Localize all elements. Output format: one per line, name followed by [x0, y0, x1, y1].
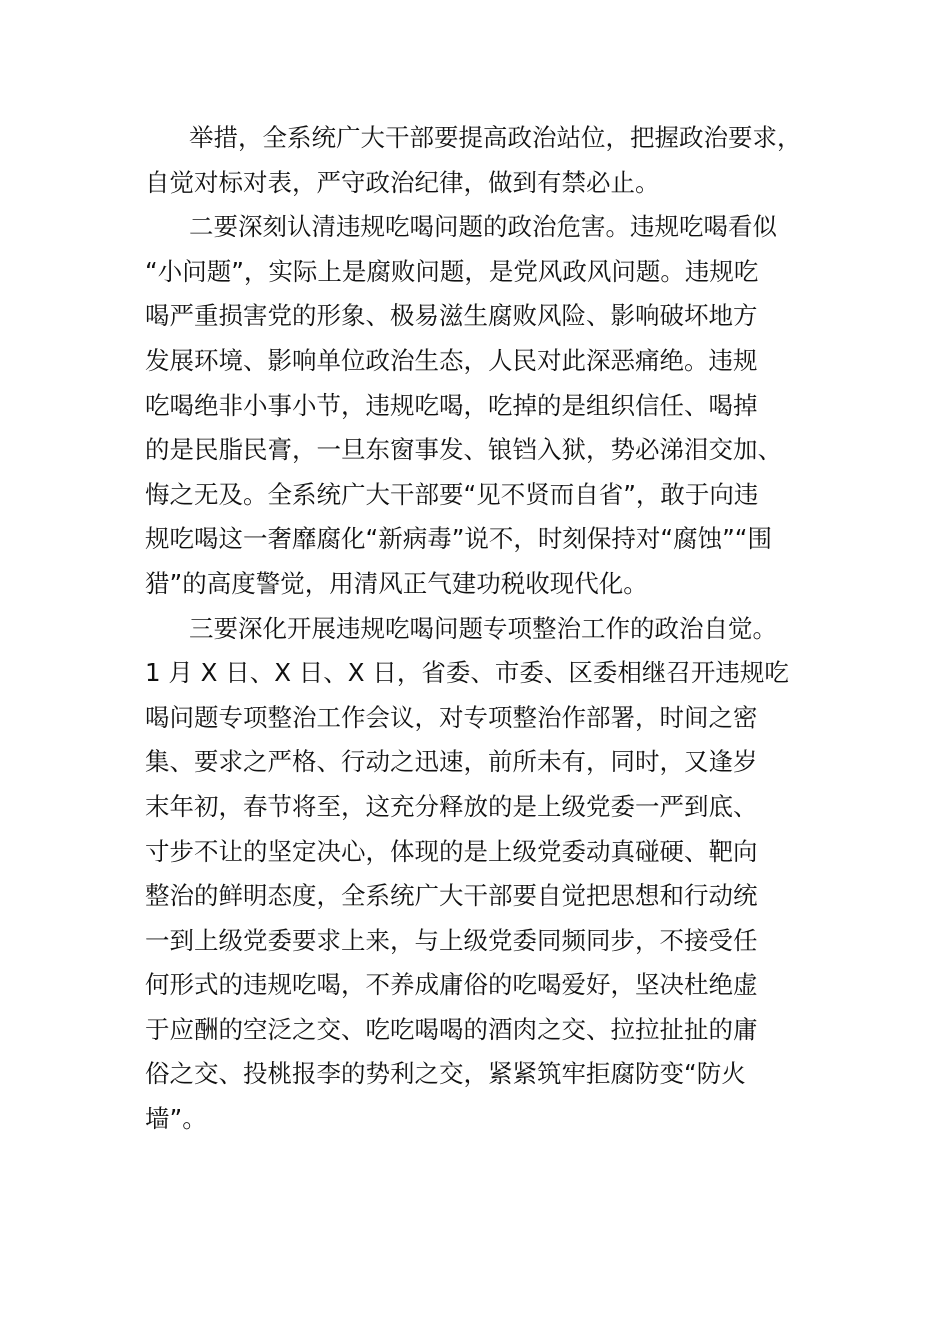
- text-line: 喝问题专项整治工作会议，对专项整治作部署，时间之密: [145, 702, 758, 732]
- text-line: 于应酬的空泛之交、吃吃喝喝的酒肉之交、拉拉扯扯的庸: [145, 1014, 758, 1044]
- text-line: 一到上级党委要求上来，与上级党委同频同步，不接受任: [145, 925, 758, 955]
- paragraph-2: [145, 205, 825, 606]
- text-line: 三要深化开展违规吃喝问题专项整治工作的政治自觉。: [189, 613, 777, 643]
- text-line: 的是民脂民膏，一旦东窗事发、锒铛入狱，势必涕泪交加、: [145, 435, 782, 465]
- document-body: [145, 116, 825, 1142]
- text-line: 俗之交、投桃报李的势利之交，紧紧筑牢拒腐防变“防火: [145, 1059, 746, 1089]
- text-line: 规吃喝这一奢靡腐化“新病毒”说不，时刻保持对“腐蚀”“围: [145, 524, 772, 554]
- text-line: 喝严重损害党的形象、极易滋生腐败风险、影响破坏地方: [145, 301, 758, 331]
- text-line: “小问题”，实际上是腐败问题，是党风政风问题。违规吃: [145, 256, 759, 286]
- text-line: 集、要求之严格、行动之迅速，前所未有，同时，又逢岁: [145, 747, 758, 777]
- text-line: 墙”。: [145, 1104, 207, 1134]
- text-line: 发展环境、影响单位政治生态，人民对此深恶痛绝。违规: [145, 345, 758, 375]
- text-line: 整治的鲜明态度，全系统广大干部要自觉把思想和行动统: [145, 881, 758, 911]
- text-line: 二要深刻认清违规吃喝问题的政治危害。违规吃喝看似: [189, 212, 777, 242]
- paragraph-3: [145, 607, 825, 1142]
- text-line: 寸步不让的坚定决心，体现的是上级党委动真碰硬、靶向: [145, 836, 758, 866]
- text-line: 何形式的违规吃喝，不养成庸俗的吃喝爱好，坚决杜绝虚: [145, 970, 758, 1000]
- text-line: 1 月 X 日、X 日、X 日，省委、市委、区委相继召开违规吃: [145, 658, 789, 688]
- text-line: 举措，全系统广大干部要提高政治站位，把握政治要求，: [189, 123, 802, 152]
- text-line: 吃喝绝非小事小节，违规吃喝，吃掉的是组织信任、喝掉: [145, 390, 758, 420]
- paragraph-1: [145, 116, 825, 205]
- text-line: 悔之无及。全系统广大干部要“见不贤而自省”，敢于向违: [145, 479, 759, 509]
- text-line: 猎”的高度警觉，用清风正气建功税收现代化。: [145, 568, 648, 598]
- text-line: 自觉对标对表，严守政治纪律，做到有禁必止。: [145, 167, 660, 197]
- text-line: 末年初，春节将至，这充分释放的是上级党委一严到底、: [145, 791, 758, 821]
